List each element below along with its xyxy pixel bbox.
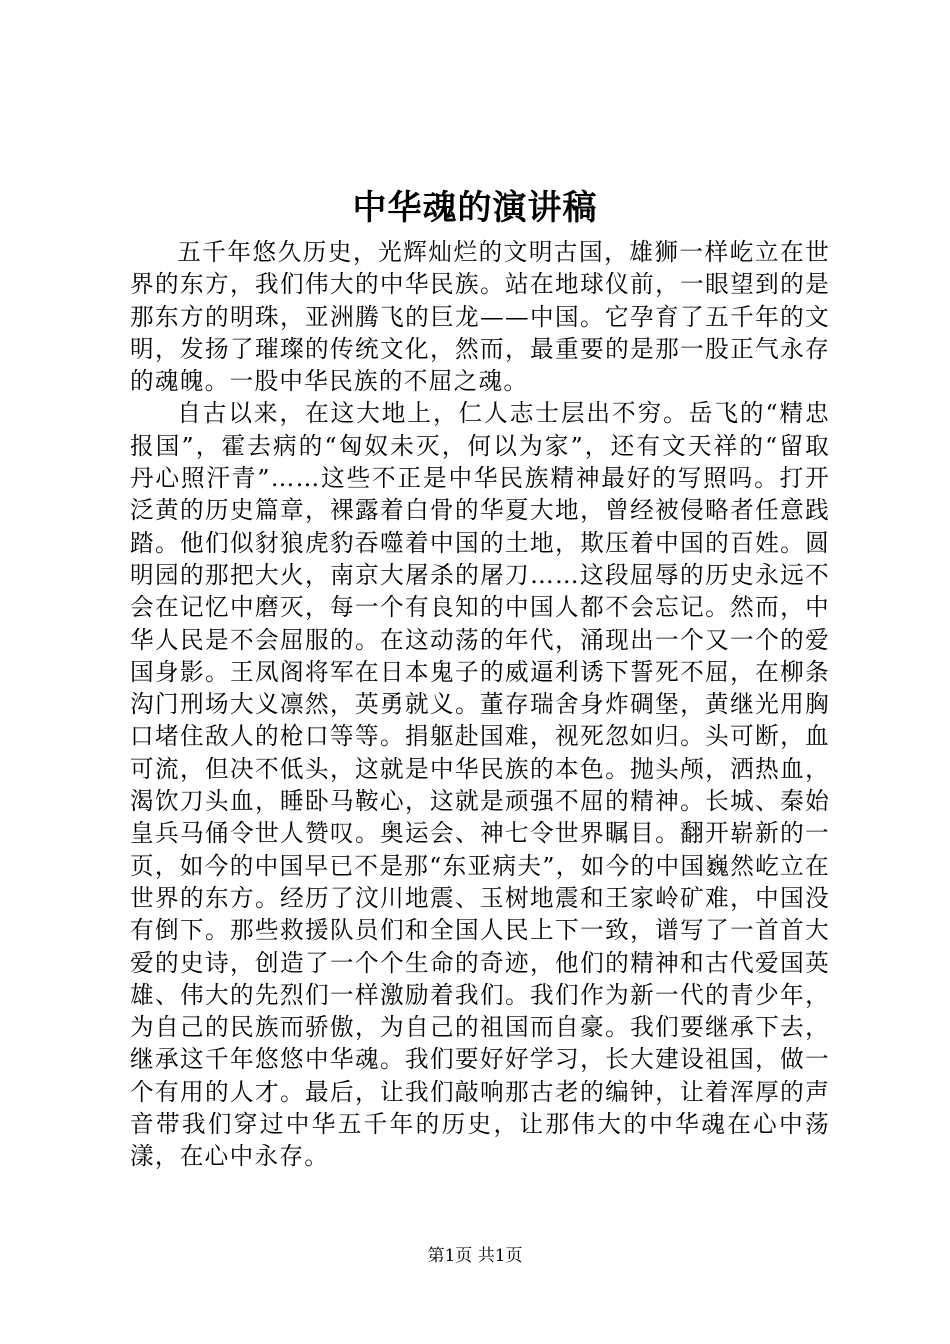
paragraph-intro: 五千年悠久历史，光辉灿烂的文明古国，雄狮一样屹立在世界的东方，我们伟大的中华民族。站在地球仪前，一眼望到的是那东方的明珠，亚洲腾飞的巨龙——中国。它孕育了五千年的文明，发扬了璀璨的传统文化，然而，最重要的是那一股正气永存的魂魄。一股中华民族的不屈之魂。	[130, 238, 830, 396]
paragraph-main: 自古以来，在这大地上，仁人志士层出不穷。岳飞的“精忠报国”，霍去病的“匈奴未灭，何以为家”，还有文天祥的“留取丹心照汗青”……这些不正是中华民族精神最好的写照吗。打开泛黄的历史篇章，裸露着白骨的华夏大地，曾经被侵略者任意践踏。他们似豺狼虎豹吞噬着中国的土地，欺压着中国的百姓。圆明园的那把大火，南京大屠杀的屠刀……这段屈辱的历史永远不会在记忆中磨灭，每一个有良知的中国人都不会忘记。然而，中华人民是不会屈服的。在这动荡的年代，涌现出一个又一个的爱国身影。王凤阁将军在日本鬼子的威逼利诱下誓死不屈，在柳条沟门刑场大义凛然，英勇就义。董存瑞舍身炸碉堡，黄继光用胸口堵住敌人的枪口等等。捐躯赴国难，视死忽如归。头可断，血可流，但决不低头，这就是中华民族的本色。抛头颅，洒热血，渴饮刀头血，睡卧马鞍心，这就是顽强不屈的精神。长城、秦始皇兵马俑令世人赞叹。奥运会、神七令世界瞩目。翻开崭新的一页，如今的中国早已不是那“东亚病夫”，如今的中国巍然屹立在世界的东方。经历了汶川地震、玉树地震和王家岭矿难，中国没有倒下。那些救援队员们和全国人民上下一致，谱写了一首首大爱的史诗，创造了一个个生命的奇迹，他们的精神和古代爱国英雄、伟大的先烈们一样激励着我们。我们作为新一代的青少年，为自己的民族而骄傲，为自己的祖国而自豪。我们要继承下去，继承这千年悠悠中华魂。我们要好好学习，长大建设祖国，做一个有用的人才。最后，让我们敲响那古老的编钟，让着浑厚的声音带我们穿过中华五千年的历史，让那伟大的中华魂在心中荡漾，在心中永存。	[130, 399, 830, 1171]
page-number-footer: 第1页 共1页	[427, 1246, 523, 1266]
document-body	[130, 236, 830, 1173]
document-title: 中华魂的演讲稿	[352, 188, 598, 228]
